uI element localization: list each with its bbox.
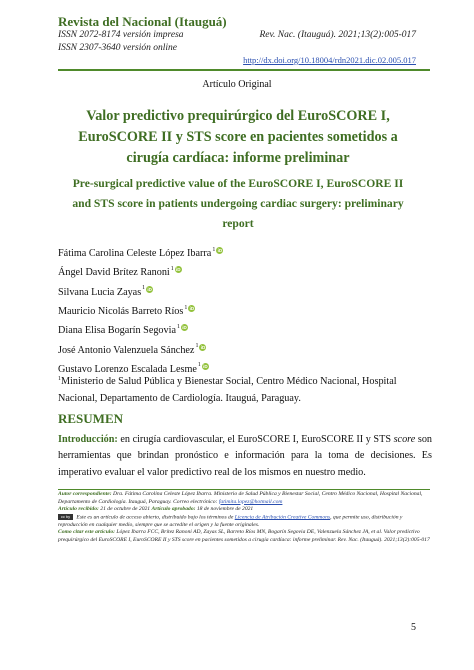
resumen-heading: RESUMEN xyxy=(58,411,124,426)
affiliation-mark: 1 xyxy=(195,343,199,350)
title-spanish: Valor predictivo prequirúrgico del EuroSCORE I, EuroSCORE II y STS score en pacientes sometidos a cirugía cardíaca: informe preliminar xyxy=(78,108,398,166)
author-item xyxy=(58,244,223,263)
license-note xyxy=(58,514,430,529)
affiliation-text: Ministerio de Salud Pública y Bienestar Social, Centro Médico Nacional, Hospital Nacional, Departamento de Cardiología. Itauguá, Paraguay. xyxy=(58,376,397,404)
article-type: Artículo Original xyxy=(202,79,272,90)
header-divider xyxy=(58,69,430,71)
footnotes xyxy=(58,491,430,544)
affiliation-number: 1 xyxy=(58,376,61,382)
approved-label: Artículo aprobado: xyxy=(151,506,196,513)
license-text-1: Este es un artículo de acceso abierto, distribuido bajo los términos de xyxy=(75,514,235,521)
author-name: Mauricio Nicolás Barreto Ríos xyxy=(58,306,184,318)
author-name: Diana Elisa Bogarín Segovia xyxy=(58,325,176,337)
author-item xyxy=(58,283,223,302)
journal-name: Revista del Nacional (Itauguá) xyxy=(58,14,227,29)
received-label: Artículo recibido: xyxy=(58,506,99,513)
affiliation xyxy=(58,374,430,407)
approved-date: 18 de noviembre de 2021 xyxy=(195,506,254,513)
abstract-paragraph xyxy=(58,432,432,481)
author-item xyxy=(58,263,223,282)
abstract-label: Introducción: xyxy=(58,434,118,445)
corresponding-author xyxy=(58,491,430,506)
orcid-icon[interactable]: iD xyxy=(217,248,223,254)
author-name: Silvana Lucia Zayas xyxy=(58,286,142,298)
received-date: 21 de octubre de 2021 xyxy=(98,506,152,513)
email-link[interactable]: fatimita.lopez@hotmail.com xyxy=(218,498,283,505)
doi-link[interactable]: http://dx.doi.org/10.18004/rdn2021.dic.02.005.017 xyxy=(243,55,416,65)
issn-print: ISSN 2072-8174 versión impresa xyxy=(58,30,184,40)
affiliation-mark: 1 xyxy=(197,362,201,369)
orcid-icon[interactable]: iD xyxy=(147,286,152,292)
affiliation-mark: 1 xyxy=(184,304,188,311)
article-dates xyxy=(58,506,430,514)
license-text-2: , que permite uso, distribución y reproducción en cualquier medio, siempre que se acredite el origen y la fuente originales. xyxy=(58,514,403,528)
abstract-italic: score xyxy=(393,434,416,445)
author-name: Ángel David Brítez Ranoni xyxy=(58,267,170,279)
cc-license-icon: cc by xyxy=(58,514,73,520)
issn-online: ISSN 2307-3640 versión online xyxy=(58,43,178,53)
affiliation-mark: 1 xyxy=(142,285,146,292)
author-name: Fátima Carolina Celeste López Ibarra xyxy=(58,248,212,260)
author-item xyxy=(58,302,223,321)
author-item xyxy=(58,340,223,359)
how-to-cite xyxy=(58,529,430,544)
orcid-icon[interactable]: iD xyxy=(176,267,181,273)
license-link[interactable]: Licencia de Atribución Creative Commons xyxy=(234,514,331,521)
corr-text: Dra. Fátima Carolina Celeste López Ibarra. Ministerio de Salud Pública y Bienestar Social, Centro Médico Nacional, Hospital Nacional, Departamento de Cardiología. Itauguá, Paraguay. Correo electrónico: xyxy=(58,491,423,505)
author-name: Gustavo Lorenzo Escalada Lesme xyxy=(58,363,197,375)
cite-text: López Ibarra FCC, Brítez Ranoni AD, Zayas SL, Barreto Ríos MN, Bogarín Segovia DE, Valenzuela Sánchez JA, et al. Valor predictivo prequirúrgico del EuroSCORE I, EuroSCORE II y STS score en pacientes sometidos a cirugía cardíaca: informe preliminar. Rev. Nac. (Itauguá). 2021;13(2):005-017 xyxy=(58,529,430,543)
author-list xyxy=(58,244,223,379)
abstract-text-1: en cirugía cardiovascular, el EuroSCORE I, EuroSCORE II y STS xyxy=(117,434,394,445)
affiliation-mark: 1 xyxy=(176,323,180,330)
page-number: 5 xyxy=(411,622,416,633)
title-english: Pre-surgical predictive value of the EuroSCORE I, EuroSCORE II and STS score in patients undergoing cardiac surgery: preliminary report xyxy=(72,177,404,230)
cite-label: Como citar este artículo: xyxy=(58,529,116,536)
orcid-icon[interactable]: iD xyxy=(189,306,195,312)
author-item xyxy=(58,321,223,340)
orcid-icon[interactable]: iD xyxy=(182,325,187,331)
affiliation-mark: 1 xyxy=(212,246,216,253)
abstract-text-2: son herramientas que brindan pronóstico e información para la toma de decisiones. Es imperativo evaluar el valor predictivo real de los mismos en nuestro medio. xyxy=(58,434,433,478)
affiliation-mark: 1 xyxy=(170,265,174,272)
journal-citation: Rev. Nac. (Itauguá). 2021;13(2):005-017 xyxy=(259,30,416,40)
corr-label: Autor correspondiente: xyxy=(58,491,112,497)
orcid-icon[interactable]: iD xyxy=(203,363,208,369)
author-name: José Antonio Valenzuela Sánchez xyxy=(58,344,195,356)
orcid-icon[interactable]: iD xyxy=(200,344,206,350)
footnote-divider xyxy=(58,489,430,490)
